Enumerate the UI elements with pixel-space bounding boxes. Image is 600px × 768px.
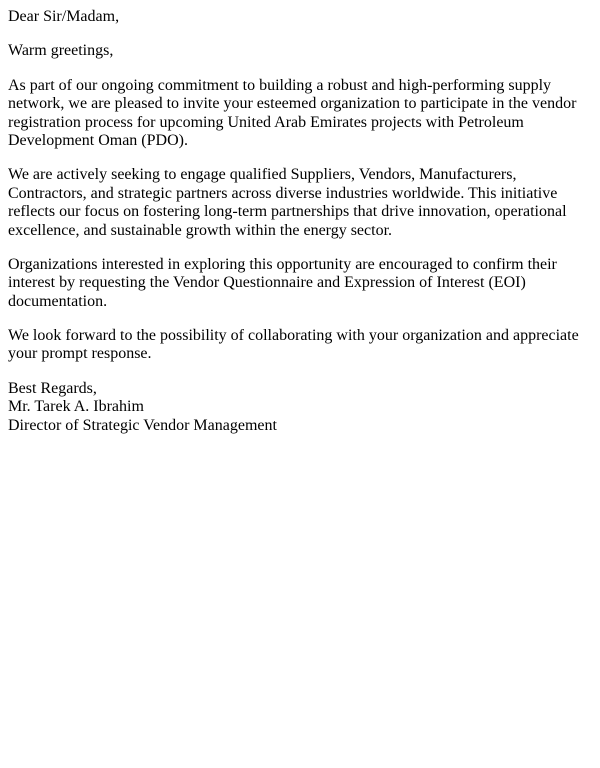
paragraph-interest: Organizations interested in exploring this opportunity are encouraged to confirm their interest by requesting the Vendor Questionnaire and Expression of Interest (EOI) documentation. bbox=[8, 255, 557, 310]
paragraph-seeking: We are actively seeking to engage qualified Suppliers, Vendors, Manufacturers, Contractors, and strategic partners across diverse industries worldwide. This initiative reflects our focus on fostering long-term partnerships that drive innovation, operational excellence, and sustainable growth within the energy sector. bbox=[8, 166, 567, 239]
paragraph-invitation: As part of our ongoing commitment to building a robust and high-performing supply network, we are pleased to invite your esteemed organization to participate in the vendor registration process for upcoming United Arab Emirates projects with Petroleum Development Oman (PDO). bbox=[8, 76, 577, 149]
salutation: Dear Sir/Madam, bbox=[8, 8, 120, 25]
paragraph-closing: We look forward to the possibility of collaborating with your organization and appreciate your prompt response. bbox=[8, 327, 579, 363]
signature-closing: Best Regards, bbox=[8, 379, 97, 397]
greeting: Warm greetings, bbox=[8, 42, 114, 60]
signature-name: Mr. Tarek A. Ibrahim bbox=[8, 398, 144, 416]
signature-title: Director of Strategic Vendor Management bbox=[8, 416, 277, 434]
letter-document bbox=[8, 8, 592, 435]
signature-block bbox=[8, 380, 592, 435]
